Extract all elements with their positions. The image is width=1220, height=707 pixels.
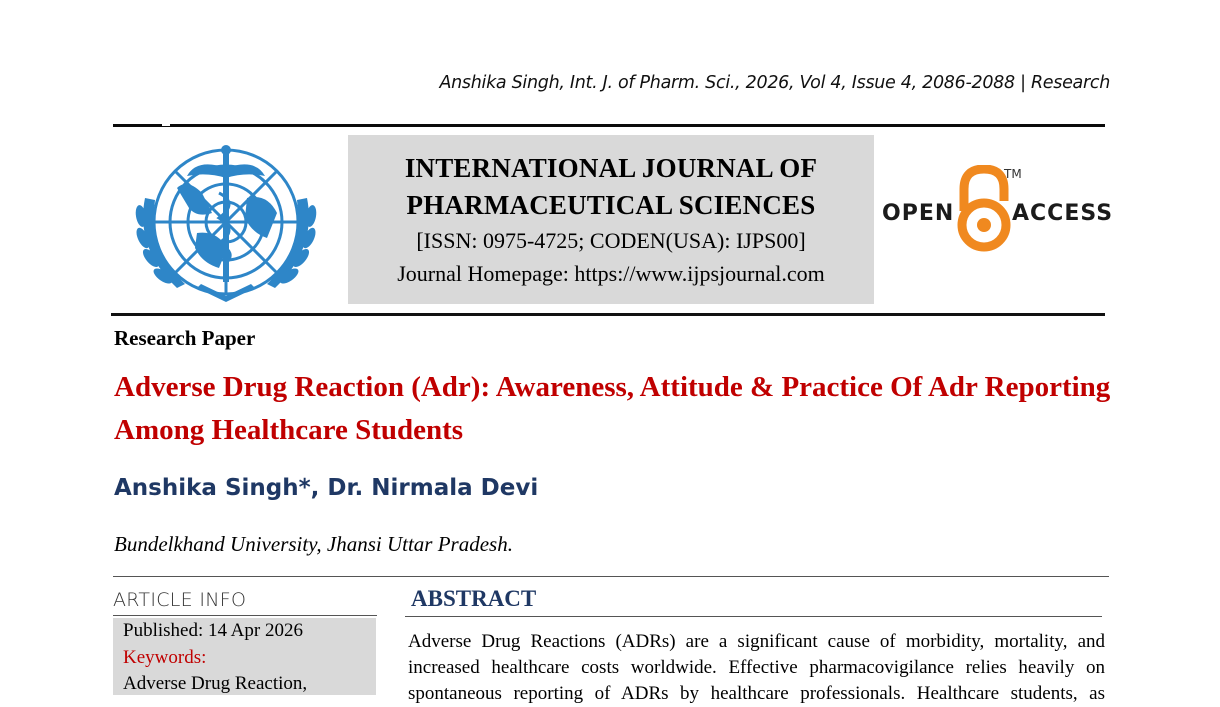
open-access-open-text: OPEN (882, 201, 955, 226)
keyword-item: Adverse Drug Reaction, (123, 673, 308, 694)
keywords-label: Keywords: (123, 646, 207, 668)
abstract-line: increased healthcare costs worldwide. Effective pharmacovigilance relies heavily on (408, 657, 1105, 678)
open-access-logo (880, 165, 1114, 253)
abstract-rule (405, 616, 1102, 617)
journal-issn: [ISSN: 0975-4725; CODEN(USA): IJPS00] (416, 228, 806, 253)
section-divider (113, 576, 1109, 577)
affiliation: Bundelkhand University, Jhansi Uttar Pradesh. (114, 532, 513, 556)
article-type: Research Paper (114, 326, 256, 350)
article-info-rule (113, 615, 377, 616)
journal-title-line2: PHARMACEUTICAL SCIENCES (406, 190, 816, 220)
running-header: Anshika Singh, Int. J. of Pharm. Sci., 2026, Vol 4, Issue 4, 2086-2088 | Research (439, 73, 1110, 93)
trademark-mark: TM (1004, 167, 1022, 181)
header-rule-top (113, 124, 1105, 127)
open-access-access-text: ACCESS (1012, 201, 1114, 226)
article-info-box (113, 618, 376, 695)
abstract-line: Adverse Drug Reactions (ADRs) are a significant cause of morbidity, mortality, and (408, 631, 1105, 652)
article-info-heading: ARTICLE INFO (113, 589, 247, 611)
journal-homepage: Journal Homepage: https://www.ijpsjournal.com (397, 261, 825, 286)
who-emblem-icon (127, 138, 325, 306)
paper-title: Adverse Drug Reaction (Adr): Awareness, Attitude & Practice Of Adr Reporting Among Healthcare Students (114, 371, 1111, 446)
published-date: Published: 14 Apr 2026 (123, 620, 303, 641)
abstract-heading: ABSTRACT (411, 586, 537, 611)
header-rule-bottom (111, 313, 1105, 316)
abstract-body (408, 629, 1105, 707)
authors: Anshika Singh*, Dr. Nirmala Devi (114, 475, 539, 501)
journal-title-line1: INTERNATIONAL JOURNAL OF (404, 153, 818, 183)
header-rule-notch (162, 122, 170, 126)
journal-masthead (348, 135, 874, 304)
abstract-line: spontaneous reporting of ADRs by healthcare professionals. Healthcare students, as (408, 683, 1105, 704)
